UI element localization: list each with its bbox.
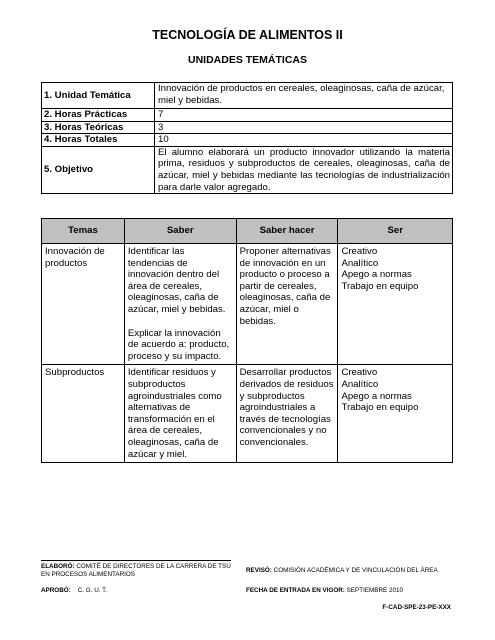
elaboro-value: COMITÉ DE DIRECTORES DE LA CARRERA DE TSU EN PROCESOS ALIMENTARIOS — [41, 563, 231, 578]
practicas-label: 2. Horas Prácticas — [42, 109, 155, 122]
totales-label: 4. Horas Totales — [42, 134, 155, 147]
elaboro-label: ELABORÓ: — [41, 563, 75, 570]
header-saber-hacer: Saber hacer — [236, 219, 338, 244]
objetivo-label: 5. Objetivo — [42, 146, 155, 193]
unidad-label: 1. Unidad Temática — [42, 83, 155, 109]
ser-item: Apego a normas — [341, 269, 412, 281]
ser-item: Trabajo en equipo — [341, 280, 419, 292]
aprobo-value: C. G. U. T. — [77, 587, 108, 594]
fecha-label: FECHA DE ENTRADA EN VIGOR: — [246, 587, 345, 594]
header-saber: Saber — [124, 219, 236, 244]
ser-item: Creativo — [341, 367, 378, 379]
saber-item: Explicar la innovación de acuerdo a: producto, proceso y su impacto. — [127, 327, 230, 362]
ser-item: Trabajo en equipo — [341, 402, 419, 414]
ser-cell — [338, 244, 453, 365]
reviso-value: COMISIÓN ACADÉMICA Y DE VINCULACIÓN DEL ÁREA — [273, 567, 438, 574]
reviso-block — [246, 567, 456, 575]
totales-value: 10 — [155, 134, 453, 147]
ser-item: Analítico — [341, 257, 379, 269]
document-subtitle: UNIDADES TEMÁTICAS — [187, 54, 307, 66]
practicas-value: 7 — [155, 109, 453, 122]
fecha-value: SEPTIEMBRE 2010 — [346, 587, 403, 594]
aprobo-label: APROBÓ: — [41, 587, 71, 594]
saber-cell: Identificar residuos y subproductos agroindustriales como alternativas de transformación en el área de cereales, oleaginosas, caña de azúcar y miel. — [124, 365, 236, 463]
elaboro-block — [41, 563, 236, 579]
unidad-value: Innovación de productos en cereales, oleaginosas, caña de azúcar, miel y bebidas. — [155, 83, 453, 109]
saber-item: Identificar las tendencias de innovación dentro del área de cereales, oleaginosas, caña de azúcar, miel y bebidas. — [127, 246, 226, 315]
unit-info-table — [41, 82, 453, 194]
table-row — [42, 365, 453, 463]
document-title: TECNOLOGÍA DE ALIMENTOS II — [152, 28, 343, 42]
objetivo-value: El alumno elaborará un producto innovador utilizando la materia prima, residuos y subproductos de cereales, oleaginosas, caña de azúcar, miel y bebidas mediante las tecnologías de industrialización para darle valor agregado. — [155, 146, 453, 193]
teoricas-label: 3. Horas Teóricas — [42, 121, 155, 134]
footer-divider — [41, 560, 231, 561]
teoricas-value: 3 — [155, 121, 453, 134]
ser-cell — [338, 365, 453, 463]
reviso-label: REVISÓ: — [246, 567, 272, 574]
saber-hacer-cell: Desarrollar productos derivados de residuos y subproductos agroindustriales a través de tecnologías convencionales y no convencionales. — [236, 365, 338, 463]
form-code: F-CAD-SPE-23-PE-XXX — [382, 604, 451, 611]
thematic-content-table — [41, 218, 453, 463]
tema-cell: Innovación de productos — [42, 244, 125, 365]
aprobo-block — [41, 587, 107, 595]
saber-cell — [124, 244, 236, 365]
tema-cell: Subproductos — [42, 365, 125, 463]
table-row — [42, 244, 453, 365]
ser-item: Analítico — [341, 378, 379, 390]
saber-hacer-cell: Proponer alternativas de innovación en un producto o proceso a partir de cereales, oleaginosas, caña de azúcar, miel o bebidas. — [236, 244, 338, 365]
fecha-block — [246, 587, 403, 595]
ser-item: Creativo — [341, 246, 378, 257]
ser-item: Apego a normas — [341, 390, 412, 402]
header-temas: Temas — [42, 219, 125, 244]
header-ser: Ser — [338, 219, 453, 244]
